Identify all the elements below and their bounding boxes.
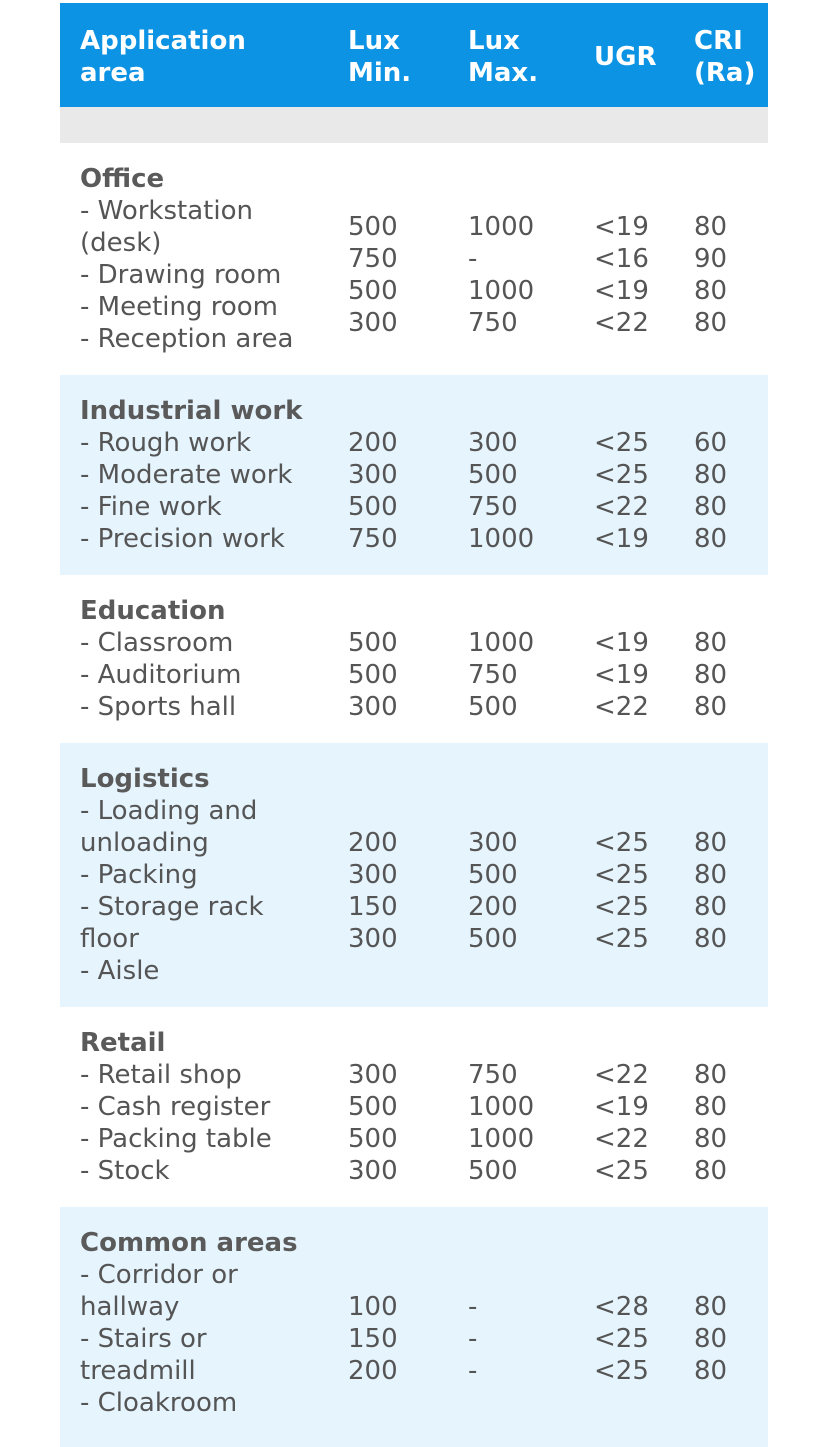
- lux-max-value: 200: [468, 892, 518, 922]
- section-title: Office: [80, 164, 165, 194]
- cri-value: 80: [694, 460, 728, 490]
- lux-max-value: 300: [468, 428, 518, 458]
- area-line: - Fine work: [80, 492, 222, 522]
- cri-value: 80: [694, 1092, 728, 1122]
- ugr-value: <19: [594, 276, 649, 306]
- header-lux-min: Lux Min.: [348, 26, 412, 88]
- lux-min-value: 200: [348, 1356, 398, 1386]
- cri-value: 80: [694, 308, 728, 338]
- cri-value: 80: [694, 1356, 728, 1386]
- column-cri: [694, 427, 727, 555]
- ugr-value: <25: [594, 924, 649, 954]
- column-ugr: [594, 627, 649, 723]
- ugr-value: <25: [594, 1356, 649, 1386]
- lux-min-value: 150: [348, 892, 398, 922]
- lux-max-value: 500: [468, 860, 518, 890]
- ugr-value: <25: [594, 828, 649, 858]
- lighting-requirements-table: [60, 3, 768, 1447]
- area-line: (desk): [80, 228, 162, 258]
- lux-max-value: 1000: [468, 276, 535, 306]
- column-ugr: [594, 827, 649, 955]
- ugr-value: <25: [594, 460, 649, 490]
- area-list: [80, 1059, 272, 1187]
- header-ugr: UGR: [594, 42, 657, 72]
- lux-max-value: 500: [468, 692, 518, 722]
- ugr-value: <19: [594, 628, 649, 658]
- header-cri: CRI (Ra): [694, 26, 756, 88]
- section-retail: [60, 1007, 768, 1207]
- area-line: - Aisle: [80, 956, 160, 986]
- ugr-value: <25: [594, 860, 649, 890]
- ugr-value: <25: [594, 1156, 649, 1186]
- ugr-value: <25: [594, 892, 649, 922]
- column-lux-min: [348, 1291, 398, 1387]
- cri-value: 80: [694, 492, 728, 522]
- lux-min-value: 200: [348, 428, 398, 458]
- lux-min-value: 300: [348, 1060, 398, 1090]
- lux-min-value: 500: [348, 1124, 398, 1154]
- lux-max-value: 1000: [468, 1092, 535, 1122]
- column-ugr: [594, 211, 649, 339]
- ugr-value: <19: [594, 212, 649, 242]
- ugr-value: <22: [594, 1124, 649, 1154]
- area-line: - Rough work: [80, 428, 252, 458]
- column-lux-min: [348, 827, 398, 955]
- area-line: - Auditorium: [80, 660, 242, 690]
- table-header: [60, 3, 768, 107]
- area-line: - Storage rack: [80, 892, 264, 922]
- lux-min-value: 300: [348, 860, 398, 890]
- area-line: - Sports hall: [80, 692, 237, 722]
- section-title: Logistics: [80, 764, 210, 794]
- header-application-area: Application area: [80, 26, 246, 88]
- lux-min-value: 100: [348, 1292, 398, 1322]
- cri-value: 80: [694, 892, 728, 922]
- column-cri: [694, 827, 727, 955]
- area-line: floor: [80, 924, 139, 954]
- lux-min-value: 750: [348, 244, 398, 274]
- lux-min-value: 500: [348, 492, 398, 522]
- cri-value: 80: [694, 692, 728, 722]
- area-line: - Loading and: [80, 796, 258, 826]
- column-lux-min: [348, 1059, 398, 1187]
- column-lux-max: [468, 1059, 534, 1187]
- column-lux-max: [468, 827, 518, 955]
- lux-min-value: 500: [348, 628, 398, 658]
- lux-min-value: 300: [348, 692, 398, 722]
- lux-min-value: 300: [348, 1156, 398, 1186]
- ugr-value: <22: [594, 692, 649, 722]
- lux-max-value: -: [468, 244, 478, 274]
- area-line: hallway: [80, 1292, 180, 1322]
- area-line: - Cash register: [80, 1092, 271, 1122]
- column-lux-min: [348, 627, 398, 723]
- cri-value: 80: [694, 276, 728, 306]
- lux-min-value: 300: [348, 924, 398, 954]
- area-list: [80, 195, 293, 355]
- lux-max-value: 1000: [468, 524, 535, 554]
- area-line: - Packing: [80, 860, 198, 890]
- cri-value: 80: [694, 828, 728, 858]
- area-list: [80, 1259, 238, 1419]
- cri-value: 80: [694, 860, 728, 890]
- cri-value: 90: [694, 244, 728, 274]
- area-line: - Stock: [80, 1156, 170, 1186]
- area-list: [80, 795, 264, 987]
- ugr-value: <22: [594, 492, 649, 522]
- lux-min-value: 500: [348, 212, 398, 242]
- lux-max-value: 750: [468, 660, 518, 690]
- column-cri: [694, 1059, 727, 1187]
- cri-value: 80: [694, 1292, 728, 1322]
- section-logistics: [60, 743, 768, 1007]
- ugr-value: <16: [594, 244, 649, 274]
- ugr-value: <19: [594, 660, 649, 690]
- ugr-value: <22: [594, 308, 649, 338]
- area-line: - Stairs or: [80, 1324, 207, 1354]
- lux-min-value: 750: [348, 524, 398, 554]
- ugr-value: <19: [594, 524, 649, 554]
- area-line: - Classroom: [80, 628, 234, 658]
- cri-value: 80: [694, 660, 728, 690]
- area-line: - Meeting room: [80, 292, 278, 322]
- column-lux-max: [468, 627, 534, 723]
- lux-max-value: 750: [468, 492, 518, 522]
- cri-value: 80: [694, 1156, 728, 1186]
- column-cri: [694, 1291, 727, 1387]
- table-body: [60, 143, 768, 1447]
- cri-value: 80: [694, 924, 728, 954]
- lux-max-value: -: [468, 1324, 478, 1354]
- column-ugr: [594, 1059, 649, 1187]
- lux-max-value: 500: [468, 460, 518, 490]
- area-line: - Workstation: [80, 196, 253, 226]
- lux-max-value: 1000: [468, 628, 535, 658]
- area-line: unloading: [80, 828, 209, 858]
- area-list: [80, 427, 292, 555]
- ugr-value: <22: [594, 1060, 649, 1090]
- lux-max-value: 750: [468, 308, 518, 338]
- section-industrial-work: [60, 375, 768, 575]
- column-cri: [694, 627, 727, 723]
- lux-min-value: 300: [348, 308, 398, 338]
- ugr-value: <25: [594, 428, 649, 458]
- cri-value: 80: [694, 524, 728, 554]
- section-title: Industrial work: [80, 396, 303, 426]
- area-line: - Retail shop: [80, 1060, 242, 1090]
- cri-value: 80: [694, 212, 728, 242]
- column-ugr: [594, 1291, 649, 1387]
- header-spacer: [60, 107, 768, 143]
- column-lux-min: [348, 211, 398, 339]
- area-line: - Corridor or: [80, 1260, 238, 1290]
- section-title: Common areas: [80, 1228, 298, 1258]
- area-line: - Cloakroom: [80, 1388, 238, 1418]
- lux-max-value: -: [468, 1292, 478, 1322]
- section-office: [60, 143, 768, 375]
- lux-max-value: 1000: [468, 1124, 535, 1154]
- column-ugr: [594, 427, 649, 555]
- lux-max-value: 500: [468, 1156, 518, 1186]
- lux-min-value: 500: [348, 276, 398, 306]
- section-title: Retail: [80, 1028, 166, 1058]
- lux-min-value: 150: [348, 1324, 398, 1354]
- area-line: - Packing table: [80, 1124, 272, 1154]
- area-line: - Drawing room: [80, 260, 282, 290]
- lux-max-value: 300: [468, 828, 518, 858]
- lux-min-value: 500: [348, 1092, 398, 1122]
- lux-min-value: 200: [348, 828, 398, 858]
- cri-value: 60: [694, 428, 728, 458]
- column-lux-max: [468, 1291, 477, 1387]
- lux-max-value: 750: [468, 1060, 518, 1090]
- lux-min-value: 300: [348, 460, 398, 490]
- ugr-value: <28: [594, 1292, 649, 1322]
- column-lux-max: [468, 211, 534, 339]
- section-education: [60, 575, 768, 743]
- cri-value: 80: [694, 1124, 728, 1154]
- lux-min-value: 500: [348, 660, 398, 690]
- header-lux-max: Lux Max.: [468, 26, 539, 88]
- area-line: treadmill: [80, 1356, 196, 1386]
- area-line: - Reception area: [80, 324, 294, 354]
- column-lux-max: [468, 427, 534, 555]
- cri-value: 80: [694, 1324, 728, 1354]
- lux-max-value: 500: [468, 924, 518, 954]
- area-line: - Precision work: [80, 524, 285, 554]
- cri-value: 80: [694, 628, 728, 658]
- area-list: [80, 627, 241, 723]
- section-title: Education: [80, 596, 226, 626]
- ugr-value: <19: [594, 1092, 649, 1122]
- lux-max-value: 1000: [468, 212, 535, 242]
- cri-value: 80: [694, 1060, 728, 1090]
- column-lux-min: [348, 427, 398, 555]
- area-line: - Moderate work: [80, 460, 293, 490]
- section-common-areas: [60, 1207, 768, 1447]
- ugr-value: <25: [594, 1324, 649, 1354]
- column-cri: [694, 211, 727, 339]
- lux-max-value: -: [468, 1356, 478, 1386]
